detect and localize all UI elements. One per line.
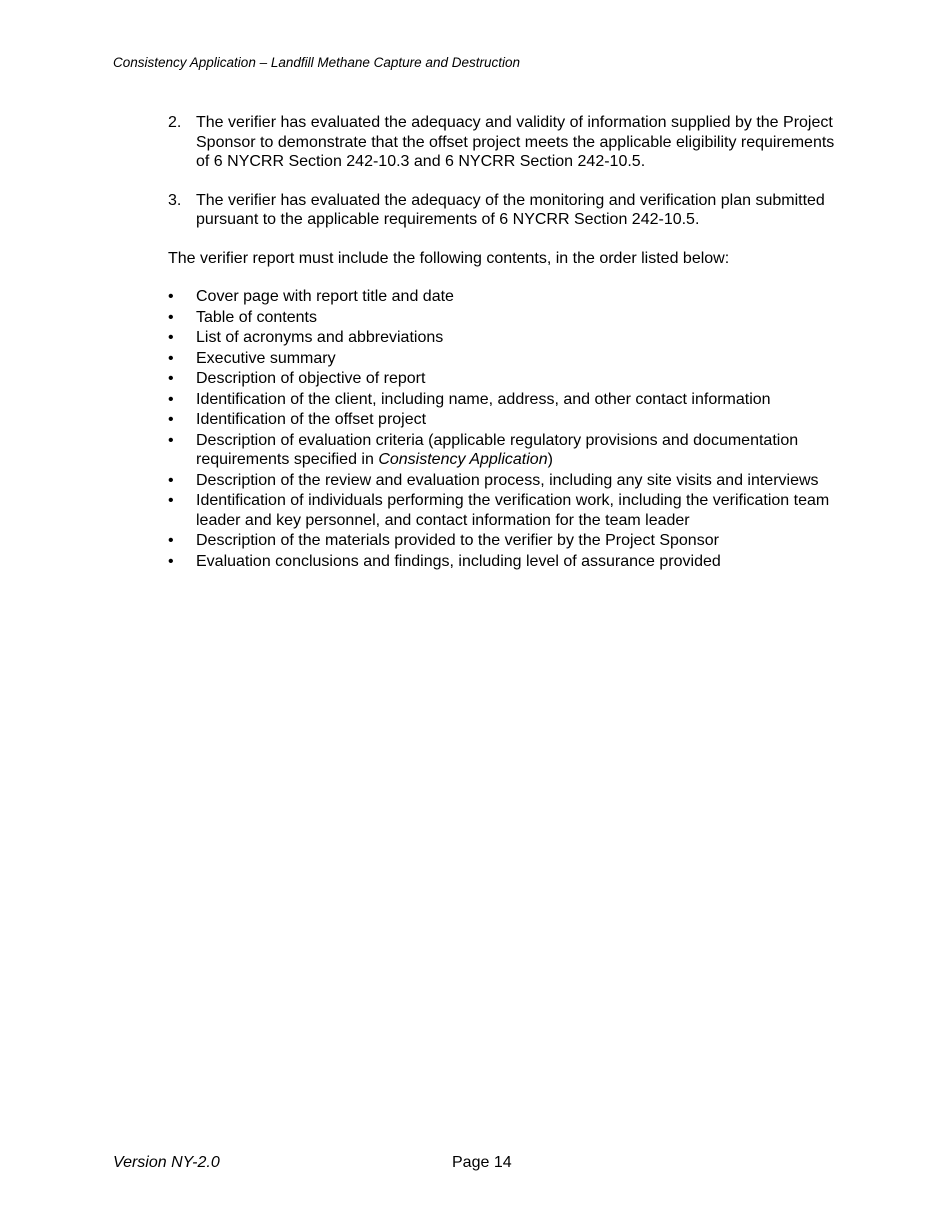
list-item: • Description of objective of report — [168, 370, 426, 387]
item-number: 3. — [168, 191, 182, 209]
bullet-icon: • — [168, 349, 174, 367]
list-item: • Description of evaluation criteria (applicable regulatory provisions and documentation requirements specified in Consistency Application) — [168, 431, 799, 468]
item-text: The verifier has evaluated the adequacy of the monitoring and verification plan submitted pursuant to the applicable requirements of 6 NYCRR Section 242-10.5. — [196, 191, 825, 228]
contents-list — [168, 287, 848, 571]
item-number: 2. — [168, 114, 182, 131]
bullet-icon: • — [168, 552, 174, 570]
list-item: • Executive summary — [168, 349, 336, 367]
document-body — [168, 113, 848, 572]
version-label: Version NY-2.0 — [113, 1154, 220, 1171]
bullet-icon: • — [168, 492, 174, 509]
page-number: Page 14 — [452, 1154, 512, 1171]
bullet-icon: • — [168, 370, 174, 387]
intro-paragraph: The verifier report must include the following contents, in the order listed below: — [168, 249, 730, 267]
numbered-item-3 — [168, 191, 848, 230]
bullet-icon: • — [168, 329, 174, 346]
italic-title: Consistency Application — [378, 451, 548, 468]
bullet-icon: • — [168, 411, 174, 428]
list-item: • Evaluation conclusions and findings, including level of assurance provided — [168, 552, 721, 570]
bullet-icon: • — [168, 288, 174, 305]
bullet-icon: • — [168, 471, 174, 489]
list-item: • Description of the review and evaluation process, including any site visits and interviews — [168, 471, 819, 489]
list-item: • Cover page with report title and date — [168, 288, 454, 305]
bullet-icon: • — [168, 532, 174, 549]
bullet-icon: • — [168, 308, 174, 326]
item-text: The verifier has evaluated the adequacy and validity of information supplied by the Project Sponsor to demonstrate that the offset project meets the applicable eligibility requirements of 6 NYCRR Section 242-10.3 and 6 NYCRR Section 242-10.5. — [196, 114, 835, 170]
page-header: Consistency Application – Landfill Methane Capture and Destruction — [113, 55, 520, 70]
bullet-icon: • — [168, 431, 174, 449]
list-item: • Table of contents — [168, 308, 317, 326]
list-item: • Identification of individuals performing the verification work, including the verification team leader and key personnel, and contact information for the team leader — [168, 492, 830, 529]
numbered-item-2 — [168, 113, 848, 172]
bullet-icon: • — [168, 390, 174, 408]
list-item: • List of acronyms and abbreviations — [168, 329, 444, 346]
list-item: • Description of the materials provided to the verifier by the Project Sponsor — [168, 532, 719, 549]
list-item: • Identification of the offset project — [168, 411, 427, 428]
list-item: • Identification of the client, including name, address, and other contact information — [168, 390, 771, 408]
